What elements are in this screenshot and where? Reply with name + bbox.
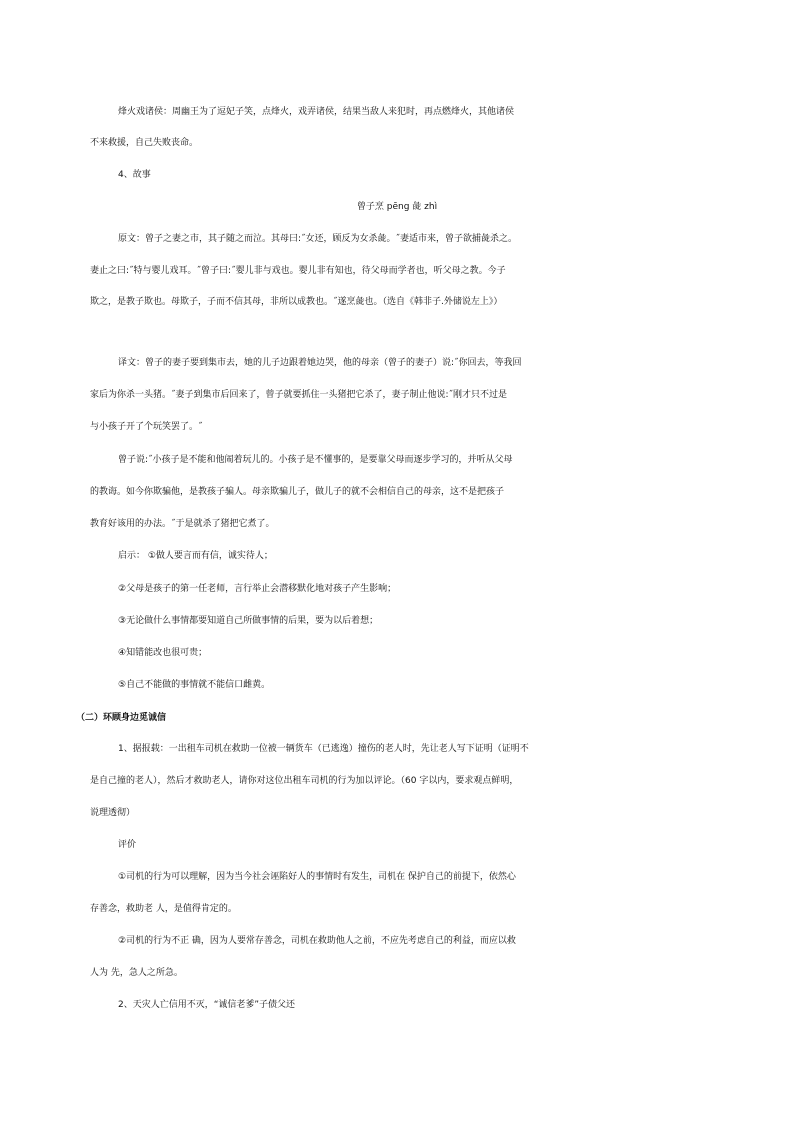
lesson-2: ②父母是孩子的第一任老师，言行举止会潜移默化地对孩子产生影响； <box>118 584 397 594</box>
story-title: 曾子烹 pēng 彘 zhì <box>356 202 438 212</box>
q1-line-3: 说理透彻） <box>90 808 136 818</box>
original-line-1: 原文：曾子之妻之市，其子随之而泣。其母曰:˝女还，顾反为女杀彘。˝妻适市来，曾子欲捕彘杀之。 <box>118 234 518 244</box>
q2-line: 2、天灾人亡信用不灭，“诚信老爹”子债父还 <box>118 1000 296 1010</box>
eval1-line-2: 存善念，救助老 人，是值得肯定的。 <box>90 904 237 914</box>
zengzi-line-3: 教育好该用的办法。˝于是就杀了猪把它煮了。 <box>90 519 275 529</box>
part2-heading: （二）环顾身边觅诚信 <box>76 713 167 723</box>
eval2-line-2: 人为 先，急人之所急。 <box>90 968 183 978</box>
translation-line-1: 译文：曾子的妻子要到集市去，她的儿子边跟着她边哭，他的母亲（曾子的妻子）说:˝你回去，等我回 <box>118 358 522 368</box>
lesson-4: ④知错能改也很可贵； <box>118 648 208 658</box>
original-line-3: 欺之，是教子欺也。母欺子，子而不信其母，非所以成教也。˝遂烹彘也。（选自《韩非子.外储说左上》） <box>90 297 503 307</box>
eval2-line-1: ②司机的行为不正 确，因为人要常存善念，司机在救助他人之前，不应先考虑自己的利益，而应以救 <box>118 936 516 946</box>
zengzi-line-2: 的教诲。如今你欺骗他，是教孩子骗人。母亲欺骗儿子，做儿子的就不会相信自己的母亲，这不是把孩子 <box>90 487 505 497</box>
q1-line-2: 是自己撞的老人），然后才救助老人，请你对这位出租车司机的行为加以评论。（60 字以内，要求观点鲜明， <box>90 776 519 786</box>
zengzi-line-1: 曾子说:˝小孩子是不能和他闹着玩儿的。小孩子是不懂事的，是要靠父母而逐步学习的，并听从父母 <box>118 455 513 465</box>
beacon-line-1: 烽火戏诸侯：周幽王为了逗妃子笑，点烽火，戏弄诸侯，结果当敌人来犯时，再点燃烽火，其他诸侯 <box>118 107 515 117</box>
lesson-3: ③无论做什么事情都要知道自己所做事情的后果，要为以后着想； <box>118 616 379 626</box>
eval-label: 评价 <box>118 840 137 850</box>
lesson-1: 启示： ①做人要言而有信，诚实待人； <box>118 551 273 561</box>
q1-line-1: 1、据报载：一出租车司机在救助一位被一辆货车（已逃逸）撞伤的老人时，先让老人写下证明（证明不 <box>118 744 529 754</box>
story-heading: 4、故事 <box>118 170 151 180</box>
eval1-line-1: ①司机的行为可以理解，因为当今社会诬陷好人的事情时有发生，司机在 保护自己的前提下，依然心 <box>118 872 516 882</box>
lesson-5: ⑤自己不能做的事情就不能信口雌黄。 <box>118 680 271 690</box>
original-line-2: 妻止之曰:˝特与婴儿戏耳。˝曾子曰:˝婴儿非与戏也。婴儿非有知也，待父母而学者也，听父母之教。今子 <box>90 266 506 276</box>
translation-line-2: 家后为你杀一头猪。˝妻子到集市后回来了，曾子就要抓住一头猪把它杀了，妻子制止他说:˝刚才只不过是 <box>90 390 508 400</box>
translation-line-3: 与小孩子开了个玩笑罢了。˝ <box>90 422 203 432</box>
beacon-line-2: 不来救援，自己失败丧命。 <box>90 138 199 148</box>
